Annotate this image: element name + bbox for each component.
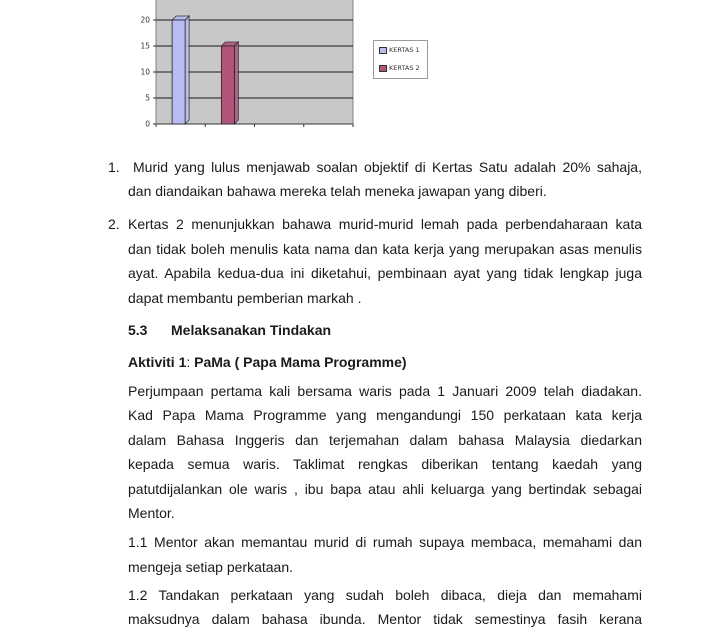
bar-side-1 xyxy=(185,16,189,124)
paragraph-line-6: Mentor. xyxy=(128,505,175,521)
list-item-2-line-1: Kertas 2 menunjukkan bahawa murid-murid lemah pada perbendaharaan kata xyxy=(128,216,642,232)
paragraph-line-5: patutdijalankan ole waris , ibu bapa atau ahli keluarga yang bertindak sebagai xyxy=(128,481,642,497)
legend-item-kertas-2 xyxy=(379,64,420,73)
bar-chart xyxy=(130,0,440,134)
activity-label: Aktiviti 1 xyxy=(128,354,187,370)
ytick-label-20: 20 xyxy=(140,15,150,25)
ytick-label-15: 15 xyxy=(140,41,150,51)
section-title: Melaksanakan Tindakan xyxy=(171,322,332,338)
bar-side-2 xyxy=(234,42,238,124)
bar-kertas-2 xyxy=(221,46,234,124)
legend-label-kertas-2: KERTAS 2 xyxy=(389,64,420,72)
ytick-label-10: 10 xyxy=(140,67,150,77)
legend-swatch-kertas-1 xyxy=(379,47,387,54)
list-item-2-line-4: dapat membantu pemberian markah . xyxy=(128,290,362,306)
paragraph-line-2: Kad Papa Mama Programme yang mengandungi 150 perkataan kata kerja xyxy=(128,407,642,423)
list-item-1-line-2: dan diandaikan bahawa mereka telah meneka jawapan yang diberi. xyxy=(128,183,547,199)
paragraph-line-3: dalam Bahasa Inggeris dan terjemahan dalam bahasa Malaysia diedarkan xyxy=(128,432,642,448)
ytick-label-0: 0 xyxy=(145,119,150,129)
ytick-label-5: 5 xyxy=(145,93,150,103)
section-number: 5.3 xyxy=(128,322,148,338)
activity-colon: : xyxy=(186,354,191,370)
bar-kertas-1 xyxy=(172,20,185,124)
subpoint-1-1-line-1: 1.1 Mentor akan memantau murid di rumah supaya membaca, memahami dan xyxy=(128,534,642,550)
legend-item-kertas-1 xyxy=(379,46,420,55)
list-number-2: 2. xyxy=(108,216,120,232)
legend-label-kertas-1: KERTAS 1 xyxy=(389,46,420,54)
list-item-1-line-1: Murid yang lulus menjawab soalan objektif di Kertas Satu adalah 20% sahaja, xyxy=(133,159,642,175)
legend-swatch-kertas-2 xyxy=(379,65,387,72)
list-item-2-line-3: ayat. Apabila kedua-dua ini diketahui, pembinaan ayat yang tidak lengkap juga xyxy=(128,265,642,281)
paragraph-line-1: Perjumpaan pertama kali bersama waris pada 1 Januari 2009 telah diadakan. xyxy=(128,383,642,399)
paragraph-line-4: kepada semua waris. Taklimat rengkas diberikan tentang kaedah yang xyxy=(128,456,642,472)
subpoint-1-1-line-2: mengeja setiap perkataan. xyxy=(128,559,293,575)
subpoint-1-2-line-2: maksudnya dalam bahasa ibunda. Mentor tidak semestinya fasih kerana xyxy=(128,611,642,627)
activity-title: PaMa ( Papa Mama Programme) xyxy=(194,354,407,370)
activity-heading xyxy=(128,350,407,375)
list-number-1: 1. xyxy=(108,159,120,175)
chart-legend xyxy=(373,40,428,79)
list-item-2-line-2: dan tidak boleh menulis kata nama dan kata kerja yang merupakan asas menulis xyxy=(128,241,642,257)
subpoint-1-2-line-1: 1.2 Tandakan perkataan yang sudah boleh dibaca, dieja dan memahami xyxy=(128,587,642,603)
